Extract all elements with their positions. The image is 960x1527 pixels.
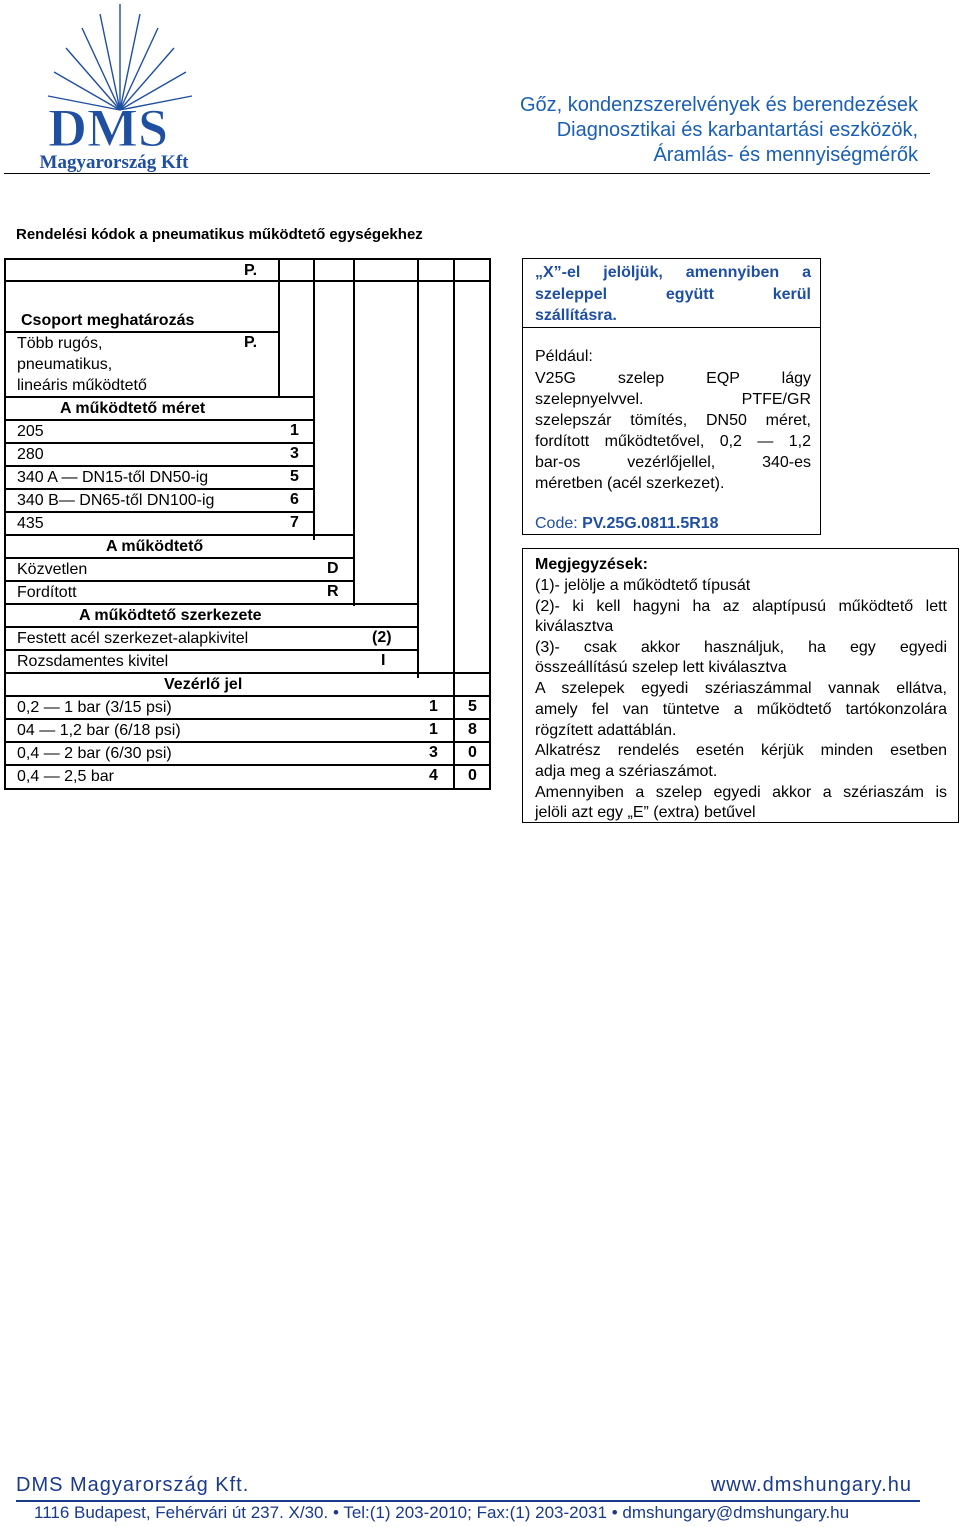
actuation-code: R xyxy=(327,583,339,600)
actuation-code: D xyxy=(327,560,339,577)
note-line: Amennyiben a szelep egyedi akkor a szériaszám is xyxy=(535,784,947,801)
page-title: Rendelési kódok a pneumatikus működtető egységekhez xyxy=(16,226,423,243)
example-line: méretben (acél szerkezet). xyxy=(535,475,725,492)
signal-code-1: 1 xyxy=(429,698,438,715)
code-value: PV.25G.0811.5R18 xyxy=(582,515,719,532)
svg-text:DMS: DMS xyxy=(48,98,168,158)
construction-label: Rozsdamentes kivitel xyxy=(17,653,169,670)
group-code: P. xyxy=(244,334,258,351)
signal-label: 04 — 1,2 bar (6/18 psi) xyxy=(17,722,181,739)
x-mark-note-1: „X”-el jelöljük, amennyiben a xyxy=(535,264,811,281)
actuation-label: Közvetlen xyxy=(17,561,88,578)
footer-address: 1116 Budapest, Fehérvári út 237. X/30. • Tel:(1) 203-2010; Fax:(1) 203-2031 • dmshungary@dmshungary.hu xyxy=(34,1503,850,1522)
header-tagline-2: Diagnosztikai és karbantartási eszközök, xyxy=(556,119,918,141)
signal-code-2: 0 xyxy=(468,744,477,761)
size-label: 340 B— DN65-től DN100-ig xyxy=(17,492,215,509)
size-header: A működtető méret xyxy=(60,400,206,417)
signal-code-1: 1 xyxy=(429,721,438,738)
example-line: szelepnyelvvel. PTFE/GR xyxy=(535,391,811,408)
example-line: bar-os vezérlőjellel, 340-es xyxy=(535,454,811,471)
signal-code-2: 5 xyxy=(468,698,477,715)
x-mark-note-3: szállításra. xyxy=(535,307,617,324)
header-divider xyxy=(4,173,930,174)
group-name-2: pneumatikus, xyxy=(17,356,113,373)
group-name-1: Több rugós, xyxy=(17,335,103,352)
size-code: 3 xyxy=(290,445,299,462)
notes-box xyxy=(522,548,959,823)
size-label: 280 xyxy=(17,446,44,463)
actuation-header: A működtető xyxy=(106,538,204,555)
note-line: kiválasztva xyxy=(535,618,614,635)
example-box xyxy=(522,258,821,535)
example-line: szelepszár tömítés, DN50 méret, xyxy=(535,412,811,429)
size-code: 6 xyxy=(290,491,299,508)
note-line: A szelepek egyedi szériaszámmal vannak ellátva, xyxy=(535,680,947,697)
signal-code-2: 0 xyxy=(468,767,477,784)
signal-code-1: 4 xyxy=(429,767,438,784)
size-code: 1 xyxy=(290,422,299,439)
size-code: 7 xyxy=(290,514,299,531)
construction-label: Festett acél szerkezet-alapkivitel xyxy=(17,630,249,647)
top-code: P. xyxy=(244,262,258,279)
note-line: amely fel van tüntetve a működtető tartókonzolára xyxy=(535,701,947,718)
header-tagline-1: Gőz, kondenzszerelvények és berendezések xyxy=(519,94,918,116)
note-line: Alkatrész rendelés esetén kérjük minden esetben xyxy=(535,742,947,759)
construction-code: I xyxy=(381,652,386,669)
size-label: 205 xyxy=(17,423,44,440)
size-label: 340 A — DN15-től DN50-ig xyxy=(17,469,209,486)
order-code-table xyxy=(4,258,491,790)
svg-text:Magyarország Kft: Magyarország Kft xyxy=(39,152,189,173)
footer-website[interactable]: www.dmshungary.hu xyxy=(710,1474,912,1496)
header-tagline-3: Áramlás- és mennyiségmérők xyxy=(653,144,918,166)
note-line: jelöli azt egy „E” (extra) betűvel xyxy=(535,804,756,821)
signal-code-2: 8 xyxy=(468,721,477,738)
construction-code: (2) xyxy=(372,629,392,646)
footer-company: DMS Magyarország Kft. xyxy=(16,1474,250,1496)
example-line: V25G szelep EQP lágy xyxy=(535,370,811,387)
signal-code-1: 3 xyxy=(429,744,438,761)
footer-divider xyxy=(16,1500,920,1502)
x-mark-note-2: szeleppel együtt kerül xyxy=(535,286,811,303)
code-label-text: Code: xyxy=(535,515,578,532)
signal-label: 0,4 — 2,5 bar xyxy=(17,768,114,785)
group-name-3: lineáris működtető xyxy=(17,377,147,394)
group-label: Csoport meghatározás xyxy=(21,312,195,329)
note-line: (2)- ki kell hagyni ha az alaptípusú működtető lett xyxy=(535,598,947,615)
note-line: összeállítású szelep lett kiválasztva xyxy=(535,659,787,676)
company-logo xyxy=(4,0,214,176)
size-label: 435 xyxy=(17,515,44,532)
note-line: (1)- jelölje a működtető típusát xyxy=(535,577,751,594)
example-label: Például: xyxy=(535,348,593,365)
note-line: adja meg a szériaszámot. xyxy=(535,763,718,780)
signal-header: Vezérlő jel xyxy=(164,676,243,693)
construction-header: A működtető szerkezete xyxy=(79,607,262,624)
size-code: 5 xyxy=(290,468,299,485)
signal-label: 0,2 — 1 bar (3/15 psi) xyxy=(17,699,172,716)
signal-label: 0,4 — 2 bar (6/30 psi) xyxy=(17,745,172,762)
notes-header: Megjegyzések: xyxy=(535,556,648,573)
actuation-label: Fordított xyxy=(17,584,77,601)
code-label xyxy=(535,513,719,534)
note-line: (3)- csak akkor használjuk, ha egy egyedi xyxy=(535,639,947,656)
note-line: rögzített adattáblán. xyxy=(535,722,677,739)
example-line: fordított működtetővel, 0,2 — 1,2 xyxy=(535,433,811,450)
